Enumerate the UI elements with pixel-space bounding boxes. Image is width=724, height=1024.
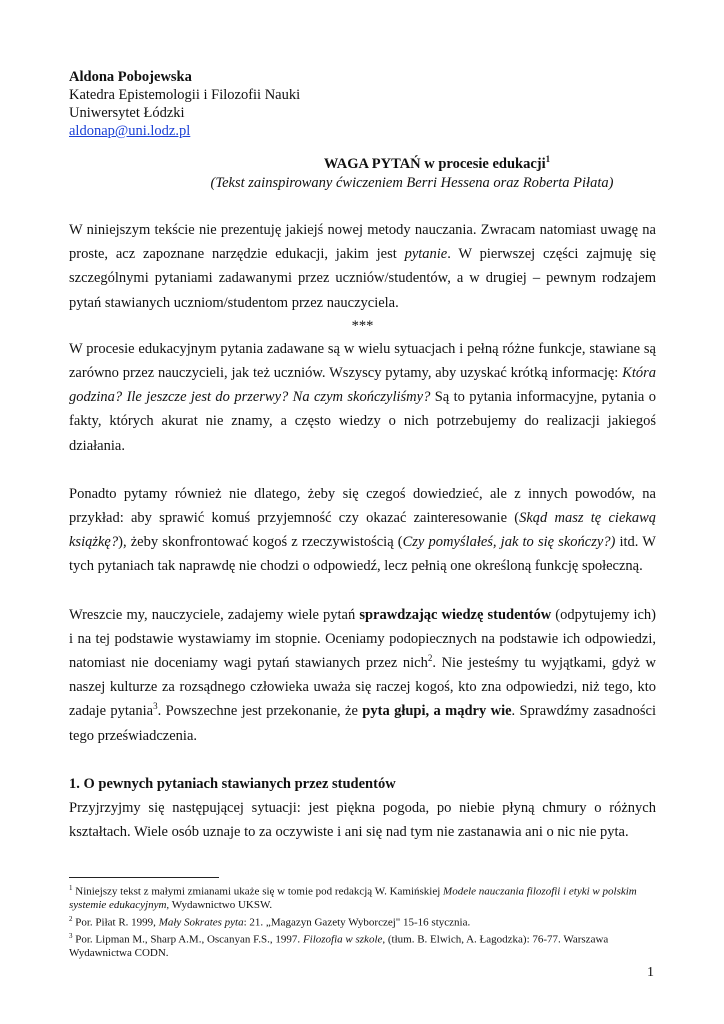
paragraph-5: Przyjrzyjmy się następującej sytuacji: jest piękna pogoda, po niebie płyną chmury o różnych kształtach. Wiele osób uznaje to za oczywiste i ani się nad tym nie zastanawia ani o nic nie pyta. — [69, 800, 656, 841]
section-heading: 1. O pewnych pytaniach stawianych przez studentów — [69, 775, 396, 792]
footnote-ref-2[interactable]: 2 — [427, 653, 433, 664]
email-link[interactable]: aldonap@uni.lodz.pl — [69, 123, 191, 139]
document-title: WAGA PYTAŃ w procesie edukacji$^1$ — [323, 154, 551, 172]
body-text — [69, 218, 656, 844]
author-name: Aldona Pobojewska — [69, 69, 192, 85]
author-block — [69, 68, 300, 140]
footnote-ref-1[interactable]: 1 — [545, 154, 551, 164]
paragraph-2: W procesie edukacyjnym pytania zadawane są w wielu sytuacjach i pełną różne funkcje, stawiane są zarówno przez nauczycieli, jak też uczniów. Wszyscy pytamy, aby uzyskać krótką informację: Która godzina? Ile jeszcze jest do przerwy? Na czym skończyliśmy? Są to pytania informacyjne, pytania o fakty, których akurat nie znamy, a często wiedzy o nich potrzebujemy do realizacji jakiegoś działania. — [69, 340, 656, 454]
paragraph-4: Wreszcie my, nauczyciele, zadajemy wiele pytań sprawdzając wiedzę studentów (odpytujemy ich) i na tej podstawie wystawiamy im stopnie. Oceniamy podopiecznych na podstawie ich odpowiedzi, natomiast nie doceniamy wagi pytań stawianych przez nich$^2$. Nie jesteśmy tu wyjątkami, gdyż w naszej kulturze za rozsądnego człowieka uważa się raczej kogoś, kto zna odpowiedzi, niż tego, kto zadaje pytania$^3$. Powszechne jest przekonanie, że pyta głupi, a mądry wie. Sprawdźmy zasadności tego przeświadczenia. — [69, 606, 657, 744]
paragraph-intro: W niniejszym tekście nie prezentuję jakiejś nowej metody nauczania. Zwracam natomiast uwagę na proste, acz zapoznane narzędzie edukacji, jakim jest pytanie. W pierwszej części zajmuję się szczególnymi pytaniami zadawanymi przez uczniów/studentów, a w drugiej – pewnym rodzajem pytań stawianych uczniom/studentom przez nauczyciela. — [69, 222, 656, 311]
page-number: 1 — [647, 965, 654, 980]
department: Katedra Epistemologii i Filozofii Nauki — [69, 87, 301, 103]
university: Uniwersytet Łódzki — [69, 105, 185, 121]
footnotes — [69, 882, 656, 961]
paragraph-3: Ponadto pytamy również nie dlatego, żeby się czegoś dowiedzieć, ale z innych powodów, na przykład: aby sprawić komuś przyjemność czy okazać zainteresowanie (Skąd masz tę ciekawą książkę?), żeby skonfrontować kogoś z rzeczywistością (Czy pomyślałeś, jak to się skończy?) itd. W tych pytaniach tak naprawdę nie chodzi o odpowiedź, lecz pełnią one określoną funkcję społeczną. — [69, 485, 656, 575]
section-separator: *** — [351, 317, 374, 334]
footnote-ref-3[interactable]: 3 — [153, 701, 158, 712]
footnote-3: $^3$ Por. Lipman M., Sharp A.M., Oscanyan F.S., 1997. Filozofia w szkole, (tłum. B. Elwich, A. Łagodzka): 76-77. Warszawa Wydawnictwa CODN. — [69, 932, 609, 960]
document-subtitle: (Tekst zainspirowany ćwiczeniem Berri Hessena oraz Roberta Piłata) — [210, 174, 614, 191]
footnote-2: $^2$ Por. Piłat R. 1999, Mały Sokrates pyta: 21. „Magazyn Gazety Wyborczej" 15-16 stycznia. — [69, 914, 471, 929]
footnote-divider — [69, 877, 219, 878]
footnote-1: $^1$ Niniejszy tekst z małymi zmianami ukaże się w tomie pod redakcją W. Kamińskiej Modele nauczania filozofii i etyki w polskim systemie edukacyjnym, Wydawnictwo UKSW. — [69, 884, 637, 912]
title-block — [0, 150, 724, 193]
